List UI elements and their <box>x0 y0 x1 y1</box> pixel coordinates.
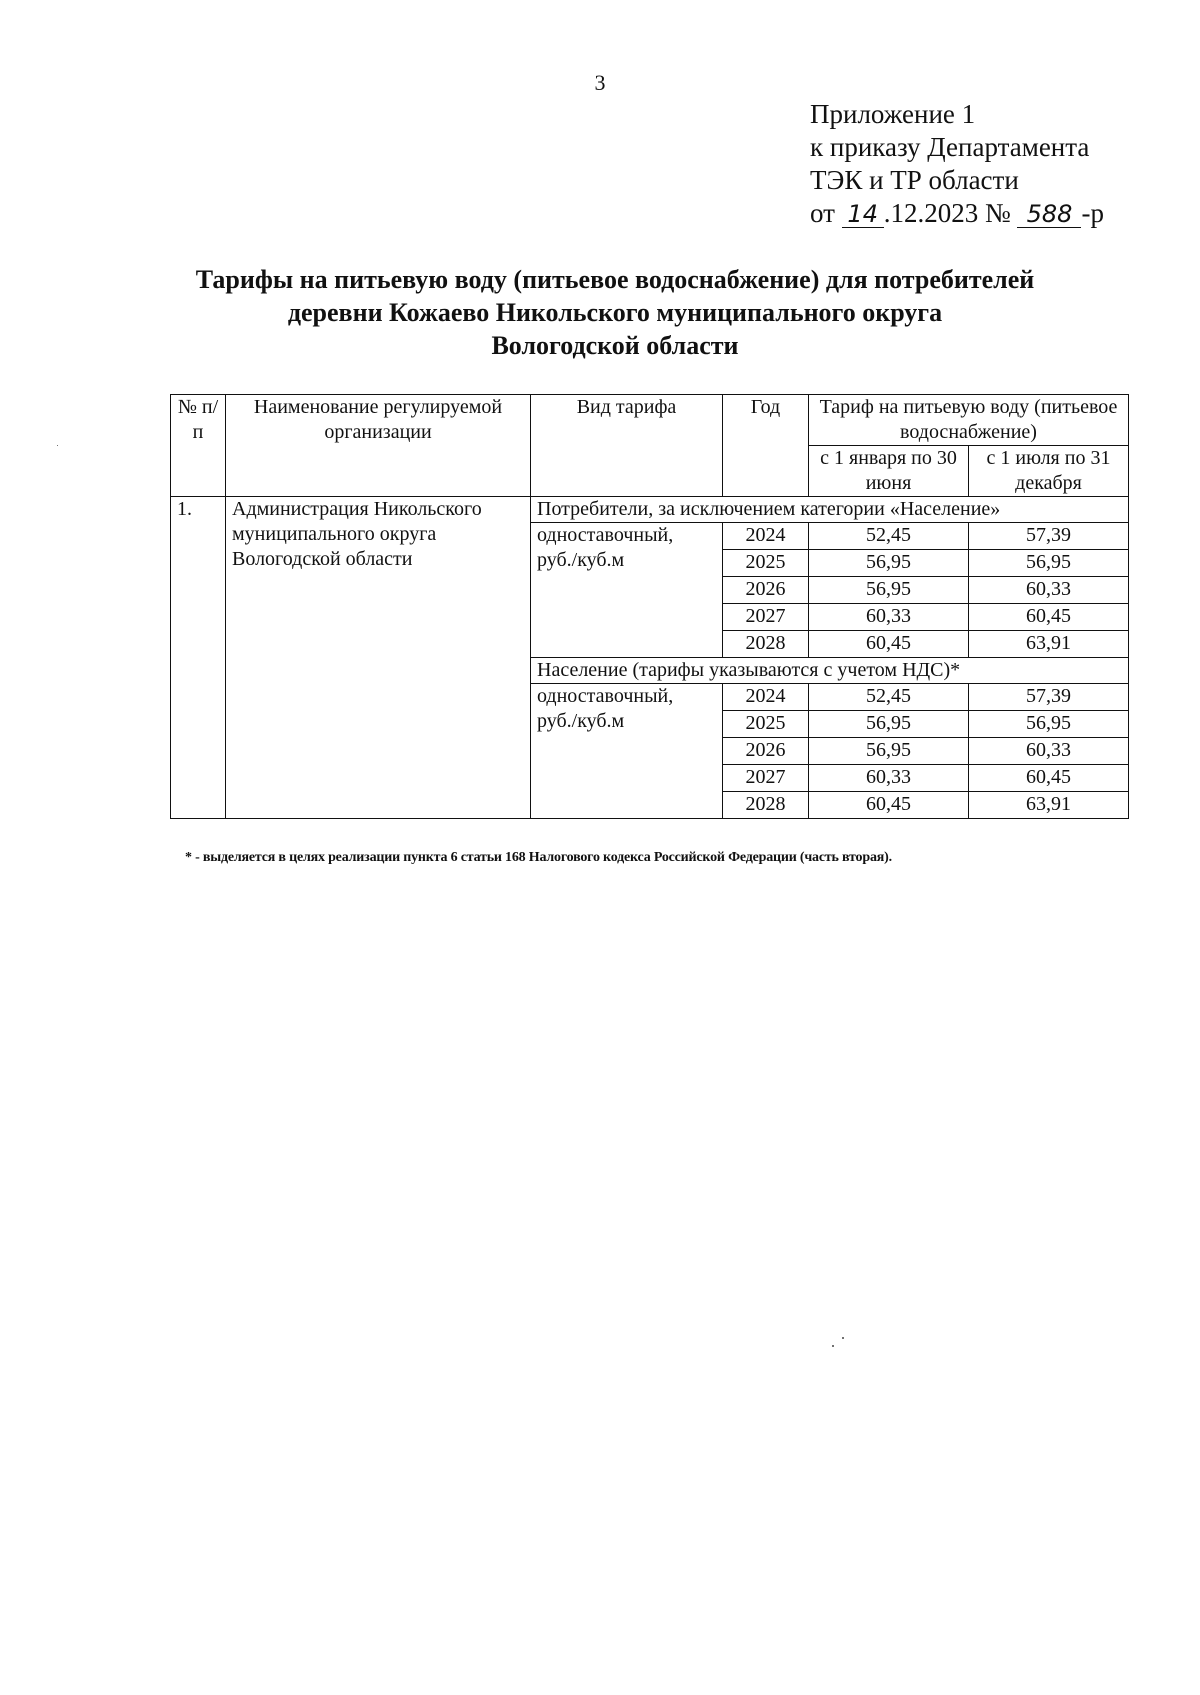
handwritten-order-number: 588 <box>1017 201 1081 228</box>
year-cell: 2026 <box>723 738 809 765</box>
header-tariff: Тариф на питьевую воду (питьевое водоснабжение) <box>809 395 1129 446</box>
tariff-h2-cell: 60,45 <box>969 765 1129 792</box>
year-cell: 2024 <box>723 684 809 711</box>
appendix-line-3: ТЭК и ТР области <box>810 165 1019 195</box>
year-cell: 2027 <box>723 765 809 792</box>
segment-row <box>171 497 1129 523</box>
tariff-h2-cell: 57,39 <box>969 684 1129 711</box>
tariff-h1-cell: 60,33 <box>809 604 969 631</box>
row-number: 1. <box>171 497 226 819</box>
appendix-date-line <box>810 197 1104 230</box>
title-line-2: деревни Кожаево Никольского муниципального округа <box>287 298 943 327</box>
tariff-h2-cell: 60,33 <box>969 577 1129 604</box>
year-cell: 2028 <box>723 631 809 658</box>
year-cell: 2026 <box>723 577 809 604</box>
header-num: № п/п <box>171 395 226 497</box>
footnote: * - выделяется в целях реализации пункта 6 статьи 168 Налогового кодекса Российской Федерации (часть вторая). <box>185 850 892 865</box>
tariff-h1-cell: 56,95 <box>809 711 969 738</box>
scan-speck <box>832 1345 834 1347</box>
tariff-type-cell: одноставочный, руб./куб.м <box>531 684 723 819</box>
header-organization: Наименование регулируемой организации <box>226 395 531 497</box>
tariff-h1-cell: 56,95 <box>809 738 969 765</box>
tariff-h2-cell: 60,33 <box>969 738 1129 765</box>
year-cell: 2025 <box>723 711 809 738</box>
tariff-h2-cell: 63,91 <box>969 792 1129 819</box>
tariff-h2-cell: 56,95 <box>969 711 1129 738</box>
tariff-h1-cell: 52,45 <box>809 523 969 550</box>
header-period-2: с 1 июля по 31 декабря <box>969 446 1129 497</box>
header-tariff-type: Вид тарифа <box>531 395 723 497</box>
title-line-3: Вологодской области <box>491 331 739 360</box>
handwritten-day: 14 <box>842 201 884 228</box>
segment-label: Потребители, за исключением категории «Население» <box>531 497 1129 523</box>
tariff-h2-cell: 56,95 <box>969 550 1129 577</box>
tariff-h1-cell: 60,45 <box>809 631 969 658</box>
tariff-h1-cell: 52,45 <box>809 684 969 711</box>
scan-speck <box>57 445 58 446</box>
tariff-h1-cell: 60,33 <box>809 765 969 792</box>
segment-label: Население (тарифы указываются с учетом НДС)* <box>531 658 1129 684</box>
tariff-h1-cell: 56,95 <box>809 550 969 577</box>
year-cell: 2025 <box>723 550 809 577</box>
date-prefix: от <box>810 198 835 228</box>
appendix-line-2: к приказу Департамента <box>810 132 1090 162</box>
header-period-1: с 1 января по 30 июня <box>809 446 969 497</box>
organization-cell: Администрация Никольского муниципального округа Вологодской области <box>226 497 531 819</box>
document-title <box>140 263 1090 362</box>
tariffs-table <box>170 394 1129 819</box>
tariff-h1-cell: 56,95 <box>809 577 969 604</box>
year-cell: 2024 <box>723 523 809 550</box>
order-suffix: -р <box>1081 198 1104 228</box>
tariff-h2-cell: 63,91 <box>969 631 1129 658</box>
appendix-block <box>810 98 1104 230</box>
date-rest: .12.2023 № <box>883 198 1011 228</box>
year-cell: 2027 <box>723 604 809 631</box>
appendix-line-1: Приложение 1 <box>810 99 976 129</box>
year-cell: 2028 <box>723 792 809 819</box>
tariff-h2-cell: 57,39 <box>969 523 1129 550</box>
tariff-h1-cell: 60,45 <box>809 792 969 819</box>
title-line-1: Тарифы на питьевую воду (питьевое водоснабжение) для потребителей <box>195 265 1035 294</box>
scan-speck <box>842 1337 844 1339</box>
tariff-type-cell: одноставочный, руб./куб.м <box>531 523 723 658</box>
page-number: 3 <box>594 70 606 95</box>
tariff-h2-cell: 60,45 <box>969 604 1129 631</box>
header-year: Год <box>723 395 809 497</box>
